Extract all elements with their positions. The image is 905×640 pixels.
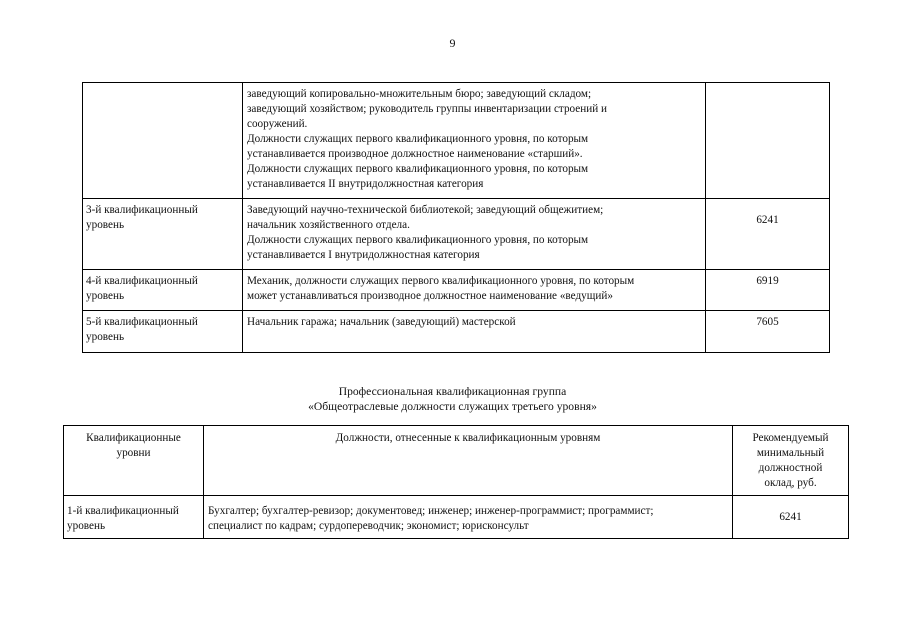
level-cell: 4-й квалификационный уровень	[83, 270, 243, 311]
qualification-table-third-level	[63, 425, 849, 539]
table-row	[83, 83, 830, 199]
salary-cell: 6241	[706, 199, 830, 270]
level-cell: 3-й квалификационный уровень	[83, 199, 243, 270]
table-row	[64, 496, 849, 539]
page-number: 9	[449, 36, 456, 50]
level-cell: 1-й квалификационный уровень	[64, 496, 204, 539]
table-row	[83, 270, 830, 311]
level-cell	[83, 83, 243, 199]
group-title: Профессиональная квалификационная группа «Общеотраслевые должности служащих третьего уровня»	[308, 385, 597, 413]
table-row	[83, 199, 830, 270]
table-header-row	[64, 426, 849, 496]
positions-cell: Механик, должности служащих первого квалификационного уровня, по которым может устанавливаться производное должностное наименование «ведущий»	[243, 270, 706, 311]
salary-cell: 7605	[706, 311, 830, 353]
table-row	[83, 311, 830, 353]
salary-cell: 6241	[733, 496, 849, 539]
positions-cell: Заведующий научно-технической библиотекой; заведующий общежитием; начальник хозяйственного отдела. Должности служащих первого квалификационного уровня, по которым устанавливается I внутридолжностная категория	[243, 199, 706, 270]
positions-cell: Бухгалтер; бухгалтер-ревизор; документовед; инженер; инженер-программист; программист; специалист по кадрам; сурдопереводчик; экономист; юрисконсульт	[204, 496, 733, 539]
qualification-table-continued	[82, 82, 830, 353]
header-levels: Квалификационные уровни	[64, 426, 204, 496]
salary-cell: 6919	[706, 270, 830, 311]
level-cell: 5-й квалификационный уровень	[83, 311, 243, 353]
salary-cell	[706, 83, 830, 199]
positions-cell: заведующий копировально-множительным бюро; заведующий складом; заведующий хозяйством; руководитель группы инвентаризации строений и сооружений. Должности служащих первого квалификационного уровня, по которым устанавливается производное должностное наименование «старший». Должности служащих первого квалификационного уровня, по которым устанавливается II внутридолжностная категория	[243, 83, 706, 199]
header-salary: Рекомендуемый минимальный должностной оклад, руб.	[733, 426, 849, 496]
header-positions: Должности, отнесенные к квалификационным уровням	[204, 426, 733, 496]
positions-cell: Начальник гаража; начальник (заведующий) мастерской	[243, 311, 706, 353]
